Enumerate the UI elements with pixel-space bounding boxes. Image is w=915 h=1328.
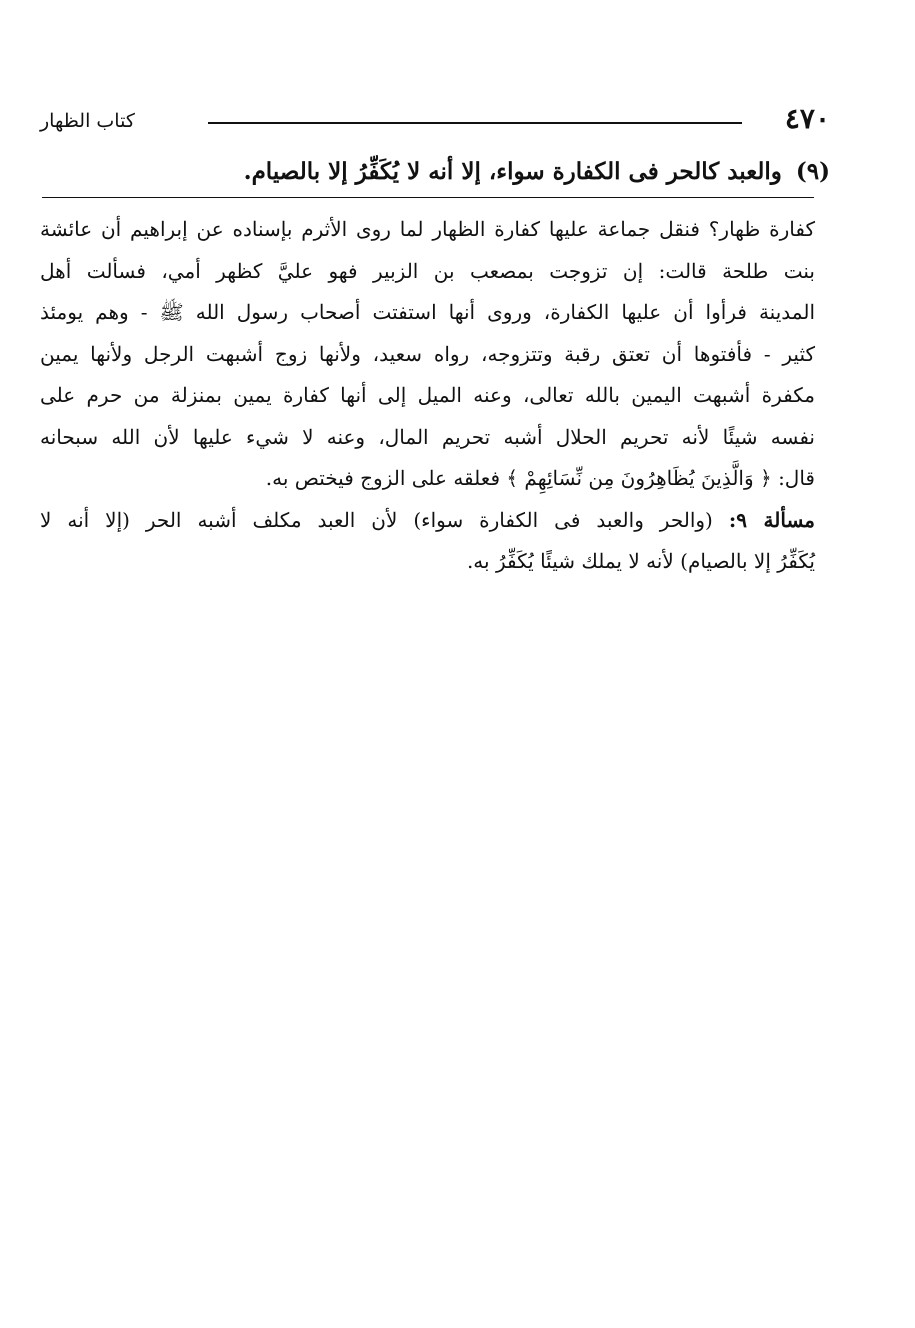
masala-line-1 (40, 500, 815, 542)
body-line-5: مكفرة أشبهت اليمين بالله تعالى، وعنه الميل إلى أنها كفارة يمين بمنزلة من حرم على (40, 383, 815, 407)
commentary-body (40, 209, 815, 583)
book-title: كتاب الظهار (40, 110, 135, 132)
header-rule (208, 122, 742, 124)
masala-label: مسألة ٩: (728, 507, 816, 532)
masala-text: (والحر والعبد فى الكفارة سواء) لأن العبد مكلف أشبه الحر (إلا أنه لا (40, 507, 713, 532)
matn-text: والعبد كالحر فى الكفارة سواء، إلا أنه لا يُكَفِّرُ إلا بالصيام. (243, 158, 782, 185)
body-line-7: قال: ﴿ وَالَّذِينَ يُظَاهِرُونَ مِن نِّسَائِهِمْ ﴾ فعلقه على الزوج فيختص به. (265, 466, 815, 490)
body-line-1: كفارة ظهار؟ فنقل جماعة عليها كفارة الظهار لما روى الأثرم بإسناده عن إبراهيم أن عائشة (40, 217, 815, 241)
body-line-2: بنت طلحة قالت: إن تزوجت بمصعب بن الزبير فهو عليَّ كظهر أمي، فسألت أهل (40, 258, 815, 283)
matn-statement (40, 152, 830, 192)
matn-number: (٩) (795, 158, 830, 185)
body-line-3: المدينة فرأوا أن عليها الكفارة، وروى أنها استفتت أصحاب رسول الله ﷺ - وهم يومئذ (40, 300, 815, 324)
masala-line-2: يُكَفِّرُ إلا بالصيام) لأنه لا يملك شيئًا يُكَفِّرُ به. (466, 549, 815, 573)
body-line-6: نفسه شيئًا لأنه تحريم الحلال أشبه تحريم المال، وعنه لا شيء عليها لأن الله سبحانه (40, 424, 815, 449)
body-line-4: كثير - فأفتوها أن تعتق رقبة وتتزوجه، رواه سعيد، ولأنها زوج أشبهت الرجل ولأنها يمين (40, 341, 815, 366)
running-head (40, 100, 830, 140)
page-number: ٤٧٠ (784, 102, 830, 135)
section-divider (42, 197, 814, 198)
